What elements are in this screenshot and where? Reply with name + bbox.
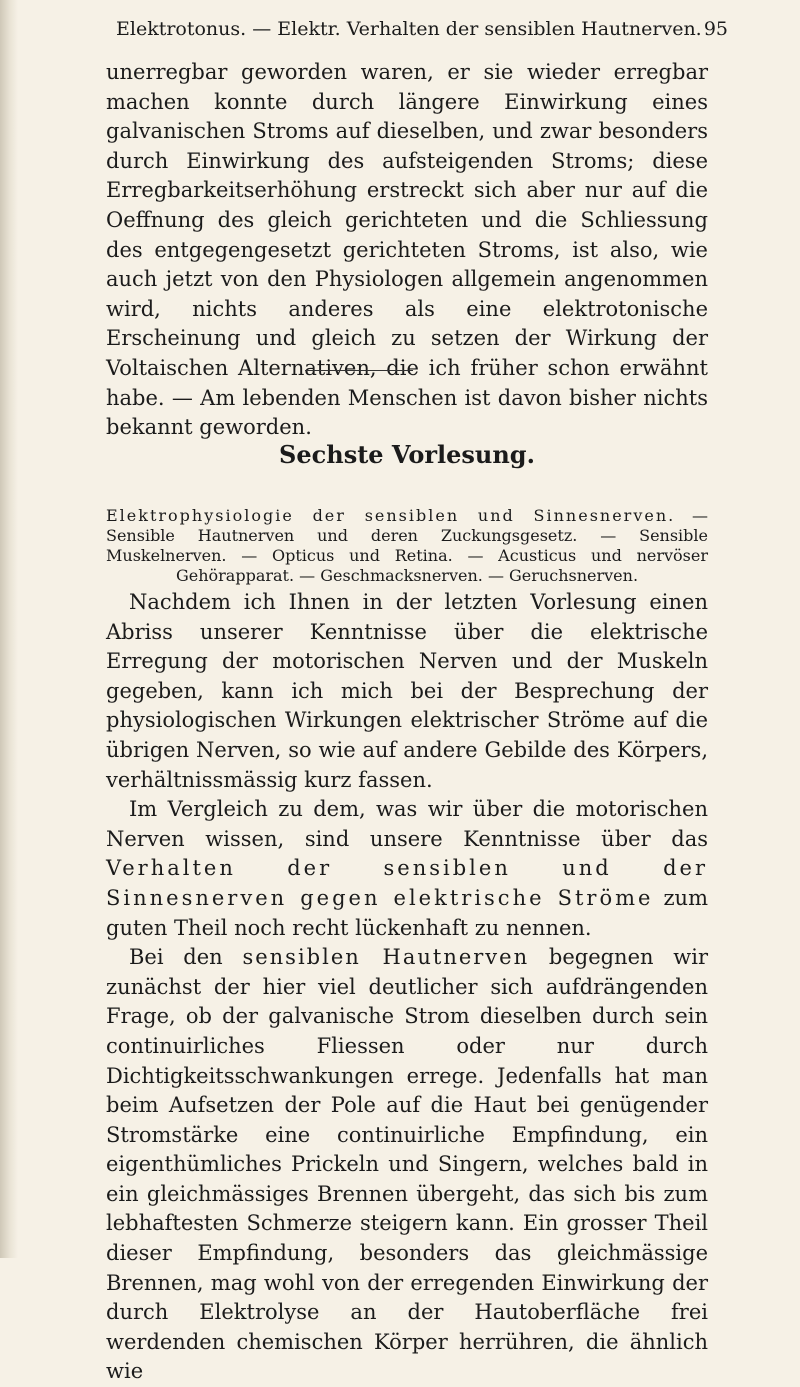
paragraph-hautnerven-emphasis: sensiblen Hautnerven [242,945,530,970]
paragraph-hautnerven-end: begegnen wir zunächst der hier viel deutlicher sich aufdrängenden Frage, ob der galvanische Strom dieselben durch sein continuirliches Fliessen oder nur durch Dichtigkeitsschwankungen errege. Jedenfalls hat man beim Aufsetzen der Pole auf die Haut bei genügender Stromstärke eine continuirliche Empfindung, ein eigenthümliches Prickeln und Singern, welches bald in ein gleichmässiges Brennen übergeht, das sich bis zum lebhaftesten Schmerze steigern kann. Ein grosser Theil dieser Empfindung, besonders das gleichmässige Brennen, mag wohl von der erregenden Einwirkung der durch Elektrolyse an der Hautoberfläche frei werdenden chemischen Körper herrühren, die ähnlich wie [106,945,709,1384]
page-number: 95 [703,18,728,40]
paragraph-comparison [106,795,708,943]
synopsis-topics: — Sensible Hautnerven und deren Zuckungsgesetz. — Sensible Muskelnerven. — Opticus und Retina. — Acusticus und nervöser Gehörapparat. — Geschmacksnerven. — Geruchsnerven. [106,506,709,585]
lecture-synopsis [106,506,708,586]
running-head-title: Elektrotonus. — Elektr. Verhalten der sensiblen Hautnerven. [116,18,702,40]
synopsis-spaced-title: Elektrophysiologie der sensiblen und Sinnesnerven. [106,506,676,525]
running-head [100,18,728,48]
paragraph-hautnerven [106,943,708,1387]
paragraph-text: unerregbar geworden waren, er sie wieder erregbar machen konnte durch längere Einwirkung eines galvanischen Stroms auf dieselben, und zwar besonders durch Einwirkung des aufsteigenden Stroms; diese Erregbarkeitserhöhung erstreckt sich aber nur auf die Oeffnung des gleich gerichteten und die Schliessung des entgegengesetzt gerichteten Stroms, ist also, wie auch jetzt von den Physiologen allgemein angenommen wird, nichts anderes als eine elektrotonische Erscheinung und gleich zu setzen der Wirkung der Voltaischen Alternativen, die ich früher schon erwähnt habe. — Am lebenden Menschen ist davon bisher nichts bekannt geworden. [106,60,708,440]
paragraph-intro: Nachdem ich Ihnen in der letzten Vorlesung einen Abriss unserer Kenntnisse über die elektrische Erregung der motorischen Nerven und der Muskeln gegeben, kann ich mich bei der Besprechung der physiologischen Wirkungen elektrischer Ströme auf die übrigen Nerven, so wie auf andere Gebilde des Körpers, verhältnissmässig kurz fassen. [106,590,708,792]
lecture-body [106,588,708,1387]
section-divider-rule [305,370,413,371]
paragraph-hautnerven-start: Bei den [129,945,243,970]
lecture-heading: Sechste Vorlesung. [279,440,535,469]
paragraph-comparison-emphasis: Verhalten der sensiblen und der Sinnesnerven gegen elektrische Ströme [106,856,708,910]
continued-paragraph [106,58,708,443]
paragraph-comparison-start: Im Vergleich zu dem, was wir über die motorischen Nerven wissen, sind unsere Kenntnisse über das [106,797,708,851]
paragraph-comparison-end: zum guten Theil noch recht lückenhaft zu nennen. [106,885,708,940]
